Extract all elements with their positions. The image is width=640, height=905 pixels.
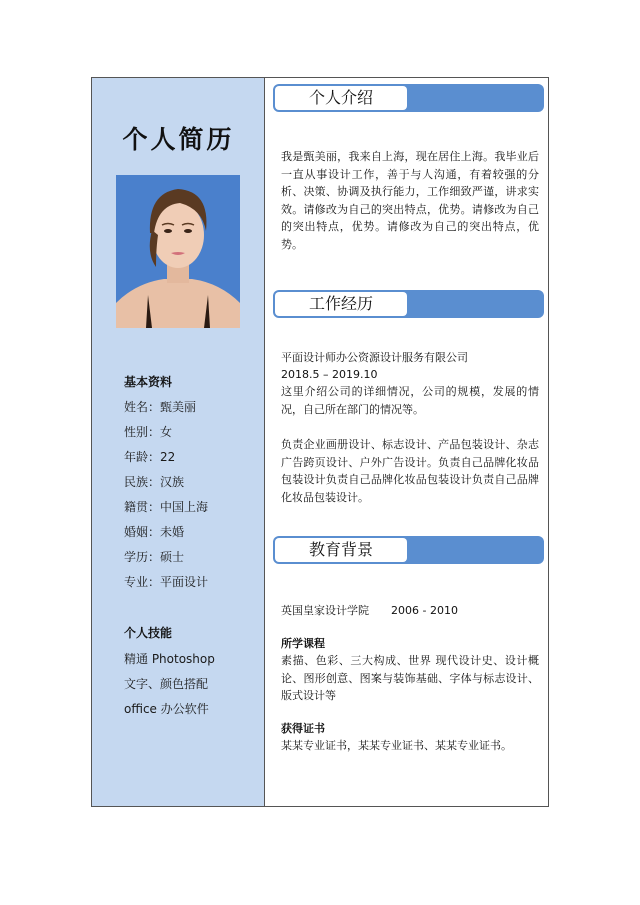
work-heading: 工作经历 [275, 292, 407, 316]
work-period: 2018.5 – 2019.10 [281, 368, 378, 381]
certs-list: 某某专业证书，某某专业证书、某某专业证书。 [281, 739, 512, 752]
education-heading: 教育背景 [275, 538, 407, 562]
intro-header [273, 84, 544, 112]
left-sidebar [92, 78, 265, 806]
info-name: 姓名：甄美丽 [124, 400, 197, 414]
skill-item: 精通 Photoshop [124, 652, 215, 666]
work-duties: 负责企业画册设计、标志设计、产品包装设计、杂志广告跨页设计、户外广告设计。负责自己品牌化妆品包装设计负责自己品牌化妆品包装设计负责自己品牌化妆品包装设计。 [281, 438, 539, 504]
courses-list: 素描、色彩、三大构成、世界 现代设计史、设计概论、图形创意、图案与装饰基础、字体与标志设计、版式设计等 [281, 654, 539, 702]
education-school: 英国皇家设计学院 [281, 604, 369, 617]
intro-text: 我是甄美丽，我来自上海，现在居住上海。我毕业后一直从事设计工作，善于与人沟通，有着较强的分析、决策、协调及执行能力，工作细致严谨，讲求实效。请修改为自己的突出特点，优势。请修改为自己的突出特点，优势。请修改为自己的突出特点，优势。 [281, 150, 539, 251]
basic-info-heading: 基本资料 [124, 375, 173, 389]
info-major: 专业：平面设计 [124, 575, 209, 589]
info-hometown: 籍贯：中国上海 [124, 500, 209, 514]
intro-heading: 个人介绍 [275, 86, 407, 110]
skills-heading: 个人技能 [124, 626, 173, 640]
courses-heading: 所学课程 [281, 637, 325, 650]
info-education: 学历：硕士 [124, 550, 185, 564]
work-company: 平面设计师办公资源设计服务有限公司 [281, 351, 468, 364]
info-marital: 婚姻：未婚 [124, 525, 185, 539]
info-age: 年龄：22 [124, 450, 176, 464]
profile-photo [116, 175, 240, 328]
resume-title: 个人简历 [122, 125, 235, 154]
resume-page [91, 77, 549, 807]
skill-item: 文字、颜色搭配 [124, 677, 209, 691]
info-ethnicity: 民族：汉族 [124, 475, 185, 489]
work-description: 这里介绍公司的详细情况，公司的规模，发展的情况，自己所在部门的情况等。 [281, 385, 539, 416]
education-header [273, 536, 544, 564]
skill-item: office 办公软件 [124, 702, 209, 716]
certs-heading: 获得证书 [281, 722, 325, 735]
education-years: 2006 - 2010 [391, 604, 458, 617]
portrait-illustration [116, 175, 240, 328]
work-header [273, 290, 544, 318]
info-gender: 性别：女 [124, 425, 173, 439]
